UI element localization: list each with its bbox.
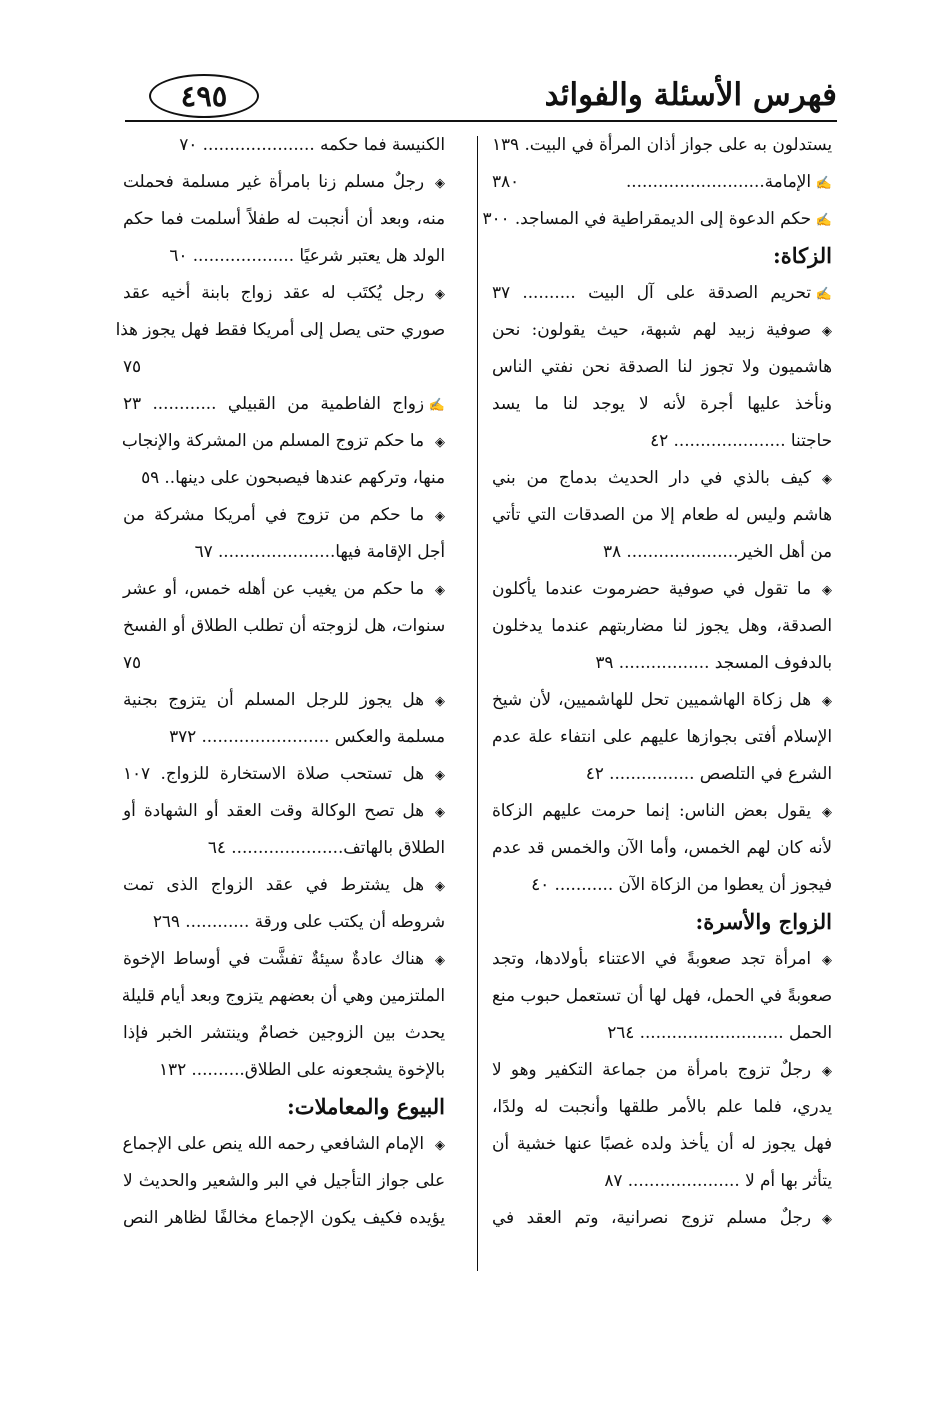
index-line: [123, 348, 445, 385]
index-line: [123, 1199, 445, 1236]
index-line: [123, 977, 445, 1014]
index-entry-text: يؤيده فكيف يكون الإجماع مخالفًا لظاهر النص: [123, 1207, 445, 1227]
index-line: [123, 792, 445, 829]
index-line: [482, 200, 832, 237]
index-entry-text: الشرع في التلصص ................ ٤٢: [585, 763, 832, 783]
diamond-bullet-icon: ◈: [435, 953, 445, 968]
index-entry-text: تحريم الصدقة على آل البيت .......... ٣٧: [492, 282, 811, 302]
index-entry-text: هناك عادةٌ سيئةٌ تفشَّت في أوساط الإخوة: [123, 948, 424, 968]
index-line: [123, 829, 445, 866]
diamond-bullet-icon: ◈: [822, 694, 832, 709]
index-entry-text: يستدلون به على جواز أذان المرأة في البيت. ١٣٩: [492, 134, 832, 154]
index-entry-text: هل يجوز للرجل المسلم أن يتزوج بجنية: [123, 689, 424, 709]
index-entry-text: ونأخذ عليها أجرة لأنه لا يوجد لنا ما يسد: [492, 393, 832, 413]
index-line: [123, 1051, 445, 1088]
index-entry-text: الكنيسة فما حكمه ..................... ٧٠: [179, 134, 445, 154]
index-line: [492, 866, 832, 903]
index-entry-text: الإسلام أفتى بجوازها عليهم على انتفاء علة عدم: [492, 726, 832, 746]
index-line: [492, 385, 832, 422]
index-line: [123, 903, 445, 940]
index-line: [492, 533, 832, 570]
index-entry-text: صعوبةً في الحمل، فهل لها أن تستعمل حبوب منع: [492, 985, 832, 1005]
index-line: [492, 1162, 832, 1199]
index-entry-text: يتأثر بها أم لا ..................... ٨٧: [604, 1170, 832, 1190]
index-line: [492, 1051, 832, 1088]
diamond-bullet-icon: ◈: [822, 324, 832, 339]
index-entry-text: حاجتنا ..................... ٤٢: [650, 430, 832, 450]
index-line: [492, 274, 832, 311]
index-line: [492, 1125, 832, 1162]
writing-hand-icon: ✍: [815, 213, 832, 228]
index-entry-text: هل زكاة الهاشميين تحل للهاشميين، لأن شيخ: [492, 689, 811, 709]
index-entry-text: مسلمة والعكس ........................ ٣٧٢: [169, 726, 445, 746]
index-entry-text: امرأة تجد صعوبةً في الاعتناء بأولادها، وتجد: [492, 948, 811, 968]
index-line: [123, 570, 445, 607]
diamond-bullet-icon: ◈: [822, 953, 832, 968]
index-entry-text: فيجوز أن يعطوا من الزكاة الآن ........... ٤٠: [531, 874, 832, 894]
writing-hand-icon: ✍: [815, 176, 832, 191]
index-entry-text: هل تستحب صلاة الاستخارة للزواج. ١٠٧: [123, 763, 424, 783]
index-entry-text: شروطه أن يكتب على ورقة ............ ٢٦٩: [152, 911, 445, 931]
diamond-bullet-icon: ◈: [435, 509, 445, 524]
section-heading: الزكاة:: [773, 243, 832, 268]
index-entry-text: فهل يجوز له أن يأخذ ولده غصبًا عنها خشية أن: [492, 1133, 832, 1153]
index-line: [492, 792, 832, 829]
index-line: [492, 644, 832, 681]
diamond-bullet-icon: ◈: [435, 768, 445, 783]
index-line: [492, 829, 832, 866]
index-line: [492, 459, 832, 496]
index-entry-text: يقول بعض الناس: إنما حرمت عليهم الزكاة: [492, 800, 811, 820]
index-line: [492, 681, 832, 718]
index-line: [123, 940, 445, 977]
index-entry-text: كيف بالذي في دار الحديث بدماج من بني: [492, 467, 811, 487]
index-entry-text: الإمام الشافعي رحمه الله ينص على الإجماع: [122, 1133, 424, 1153]
diamond-bullet-icon: ◈: [822, 472, 832, 487]
index-line: [492, 977, 832, 1014]
index-line: [123, 681, 445, 718]
index-line: [492, 940, 832, 977]
index-entry-text: سنوات، هل لزوجته أن تطلب الطلاق أو الفسخ: [123, 615, 445, 635]
index-entry-text: هاشم وليس له طعام إلا من الصدقات التي تأتي: [492, 504, 832, 524]
index-line: [492, 348, 832, 385]
index-entry-text: الطلاق بالهاتف..................... ٦٤: [207, 837, 445, 857]
index-entry-text: الإمامة.......................... ٣٨٠: [492, 171, 811, 191]
diamond-bullet-icon: ◈: [435, 805, 445, 820]
diamond-bullet-icon: ◈: [435, 435, 445, 450]
section-heading: البيوع والمعاملات:: [287, 1094, 445, 1119]
index-line: [492, 422, 832, 459]
index-line: [492, 163, 832, 200]
diamond-bullet-icon: ◈: [822, 583, 832, 598]
running-title: فهرس الأسئلة والفوائد: [544, 77, 837, 113]
index-entry-text: الحمل ........................... ٢٦٤: [607, 1022, 832, 1042]
index-entry-text: من أهل الخير..................... ٣٨: [603, 541, 832, 561]
index-line: [492, 718, 832, 755]
diamond-bullet-icon: ◈: [435, 1138, 445, 1153]
index-entry-text: ٧٥: [123, 652, 142, 672]
index-entry-text: رجل يُكتَب له عقد زواج بابنة أخيه عقد: [123, 282, 424, 302]
page-number: ٤٩٥: [180, 78, 228, 113]
index-line: [492, 755, 832, 792]
index-line: [123, 718, 445, 755]
writing-hand-icon: ✍: [428, 398, 445, 413]
index-line: [492, 1014, 832, 1051]
index-entry-text: صوري حتى يصل إلى أمريكا فقط فهل يجوز هذا: [115, 319, 445, 339]
header-rule: [125, 120, 837, 122]
page-number-badge: [149, 74, 259, 118]
index-line: [123, 866, 445, 903]
index-entry-text: رجلٌ مسلم زنا بامرأة غير مسلمة فحملت: [123, 171, 424, 191]
index-line: [123, 126, 445, 163]
index-entry-text: رجلٌ مسلم تزوج نصرانية، وتم العقد في: [492, 1207, 811, 1227]
index-line: [123, 1162, 445, 1199]
index-line: [123, 422, 445, 459]
index-line: [123, 274, 445, 311]
diamond-bullet-icon: ◈: [435, 879, 445, 894]
index-line: [123, 1014, 445, 1051]
diamond-bullet-icon: ◈: [822, 1212, 832, 1227]
index-entry-text: منه، وبعد أن أنجبت له طفلاً أسلمت فما حكم: [123, 208, 445, 228]
index-line: [123, 459, 445, 496]
diamond-bullet-icon: ◈: [435, 694, 445, 709]
index-entry-text: هل تصح الوكالة وقت العقد أو الشهادة أو: [123, 800, 424, 820]
index-entry-text: ما حكم من تزوج في أمريكا مشركة من: [123, 504, 424, 524]
index-line: [123, 163, 445, 200]
index-entry-text: بالدفوف المسجد ................. ٣٩: [595, 652, 832, 672]
diamond-bullet-icon: ◈: [435, 287, 445, 302]
index-line: [492, 496, 832, 533]
index-line: [123, 644, 445, 681]
index-entry-text: ما حكم من يغيب عن أهله خمس، أو عشر: [123, 578, 424, 598]
index-line: [492, 311, 832, 348]
index-entry-text: ما تقول في صوفية حضرموت عندما يأكلون: [492, 578, 811, 598]
index-line: [123, 200, 445, 237]
diamond-bullet-icon: ◈: [435, 176, 445, 191]
index-entry-text: ما حكم تزوج المسلم من المشركة والإنجاب: [121, 430, 424, 450]
index-entry-text: هاشميون ولا تجوز لنا الصدقة نحن نفتي الناس: [492, 356, 832, 376]
index-line: [492, 1088, 832, 1125]
index-entry-text: يحدث بين الزوجين خصامٌ وينتشر الخبر فإذا: [123, 1022, 445, 1042]
index-entry-text: الصدقة، وهل يجوز لنا مضاربتهم عندما يدخلون: [492, 615, 832, 635]
page-header: [125, 70, 837, 132]
index-entry-text: بالإخوة يشجعونه على الطلاق.......... ١٣٢: [159, 1059, 445, 1079]
index-column-left: [115, 126, 445, 1236]
index-line: [492, 570, 832, 607]
index-line: [123, 533, 445, 570]
index-entry-text: يدري، فلما علم بالأمر طلقها وأنجبت له ولدًا،: [492, 1096, 832, 1116]
index-entry-text: منها، وتركهم عندها فيصبحون على دينها.. ٥٩: [141, 467, 445, 487]
diamond-bullet-icon: ◈: [822, 1064, 832, 1079]
index-entry-text: زواج الفاطمية من القبيلي ............ ٢٣: [123, 393, 424, 413]
index-line: [123, 496, 445, 533]
index-line: [115, 311, 445, 348]
index-entry-text: على جواز التأجيل في البر والشعير والحديث لا: [123, 1170, 445, 1190]
index-entry-text: صوفية زبيد لهم شبهة، حيث يقولون: نحن: [492, 319, 811, 339]
diamond-bullet-icon: ◈: [822, 805, 832, 820]
index-line: [123, 607, 445, 644]
index-line: [123, 755, 445, 792]
index-line: [492, 126, 832, 163]
index-line: [492, 607, 832, 644]
index-entry-text: رجلٌ تزوج بامرأة من جماعة التكفير وهو لا: [492, 1059, 811, 1079]
index-line: [123, 237, 445, 274]
index-line: [123, 385, 445, 422]
index-entry-text: هل يشترط في عقد الزواج الذى تمت: [123, 874, 424, 894]
index-entry-text: أجل الإقامة فيها...................... ٦٧: [194, 541, 445, 561]
index-entry-text: الملتزمين وهي أن بعضهم يتزوج وبعد أيام قليلة: [121, 985, 445, 1005]
section-heading: الزواج والأسرة:: [695, 909, 832, 934]
index-entry-text: حكم الدعوة إلى الديمقراطية في المساجد. ٣٠٠: [482, 208, 811, 228]
index-entry-text: ٧٥: [123, 356, 142, 376]
diamond-bullet-icon: ◈: [435, 583, 445, 598]
writing-hand-icon: ✍: [815, 287, 832, 302]
column-divider: [477, 136, 478, 1271]
index-entry-text: لأنه كان لهم الخمس، وأما الآن والخمس قد عدم: [492, 837, 832, 857]
index-line: [492, 1199, 832, 1236]
index-entry-text: الولد هل يعتبر شرعيًا ................... ٦٠: [169, 245, 445, 265]
index-line: [123, 1125, 445, 1162]
index-column-right: [482, 126, 832, 1236]
